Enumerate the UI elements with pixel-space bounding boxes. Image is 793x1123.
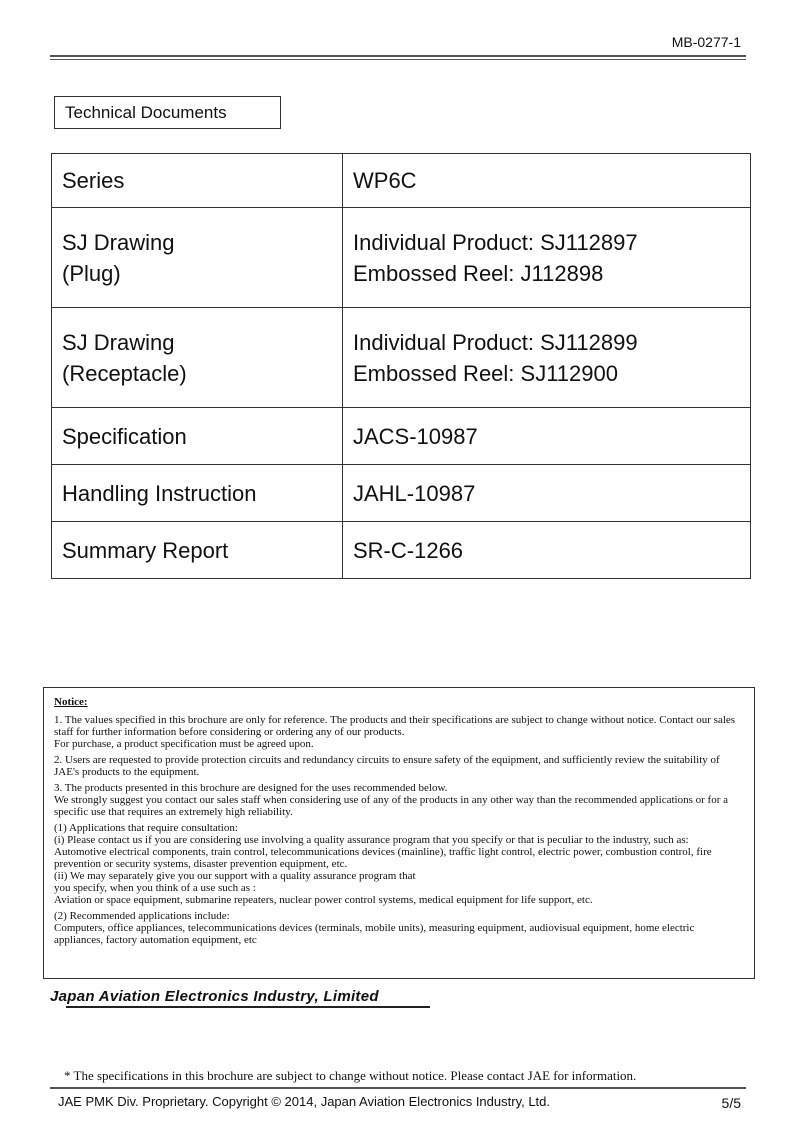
row-value: WP6C xyxy=(343,154,751,208)
technical-documents-label: Technical Documents xyxy=(54,96,281,129)
row-value: Individual Product: SJ112899 Embossed Reel: SJ112900 xyxy=(343,308,751,408)
row-value: JAHL-10987 xyxy=(343,465,751,522)
row-label: Summary Report xyxy=(52,522,343,579)
table-row xyxy=(52,522,751,579)
copyright: JAE PMK Div. Proprietary. Copyright © 2014, Japan Aviation Electronics Industry, Ltd. xyxy=(58,1094,551,1109)
row-value: JACS-10987 xyxy=(343,408,751,465)
row-label: Handling Instruction xyxy=(52,465,343,522)
footer-rule xyxy=(50,1087,746,1089)
footnote: * The specifications in this brochure are subject to change without notice. Please contact JAE for information. xyxy=(64,1068,637,1083)
notice-paragraph: 3. The products presented in this brochure are designed for the uses recommended below. We strongly suggest you contact our sales staff when considering use of any of the products in any other way than the recommended applications or for a specific use that requires an extremely high reliability. xyxy=(54,782,729,818)
company-logo: Japan Aviation Electronics Industry, Limited xyxy=(50,988,379,1005)
notice-paragraph: (1) Applications that require consultation: (i) Please contact us if you are considering use involving a quality assurance program that you specify or that is peculiar to the industry, such as: Automotive electrical components, train control, telecommunications devices (mainline), traffic light control, electric power, combustion control, fire prevention or security systems, disaster prevention equipment, etc. (ii) We may separately give you our support with a quality assurance program that you specify, when you think of a use such as : Aviation or space equipment, submarine repeaters, nuclear power control systems, medical equipment for life support, etc. xyxy=(54,822,712,906)
notice-paragraph: 1. The values specified in this brochure are only for reference. The products and their specifications are subject to change without notice. Contact our sales staff for further information before considering or ordering any of our products. For purchase, a product specification must be agreed upon. xyxy=(54,714,736,750)
table-row xyxy=(52,308,751,408)
document-number: MB-0277-1 xyxy=(671,34,741,50)
logo-underline xyxy=(66,1006,430,1008)
row-value: Individual Product: SJ112897 Embossed Reel: J112898 xyxy=(343,208,751,308)
header-rule-thin xyxy=(50,59,746,60)
row-label: SJ Drawing (Plug) xyxy=(52,208,343,308)
table-row xyxy=(52,408,751,465)
notice-paragraph: 2. Users are requested to provide protection circuits and redundancy circuits to ensure safety of the equipment, and sufficiently review the suitability of JAE's products to the equipment. xyxy=(54,754,720,778)
table-row xyxy=(52,465,751,522)
row-label: Series xyxy=(52,154,343,208)
table-row xyxy=(52,208,751,308)
notice-title: Notice: xyxy=(54,696,88,708)
row-label: Specification xyxy=(52,408,343,465)
page-number: 5/5 xyxy=(721,1095,741,1111)
row-value: SR-C-1266 xyxy=(343,522,751,579)
row-label: SJ Drawing (Receptacle) xyxy=(52,308,343,408)
table-row xyxy=(52,154,751,208)
header-rule xyxy=(50,55,746,57)
notice-box xyxy=(43,687,755,979)
technical-documents-table xyxy=(51,153,751,579)
notice-paragraph: (2) Recommended applications include: Computers, office appliances, telecommunications devices (terminals, mobile units), measuring equipment, audiovisual equipment, home electric appliances, factory automation equipment, etc xyxy=(54,910,695,946)
